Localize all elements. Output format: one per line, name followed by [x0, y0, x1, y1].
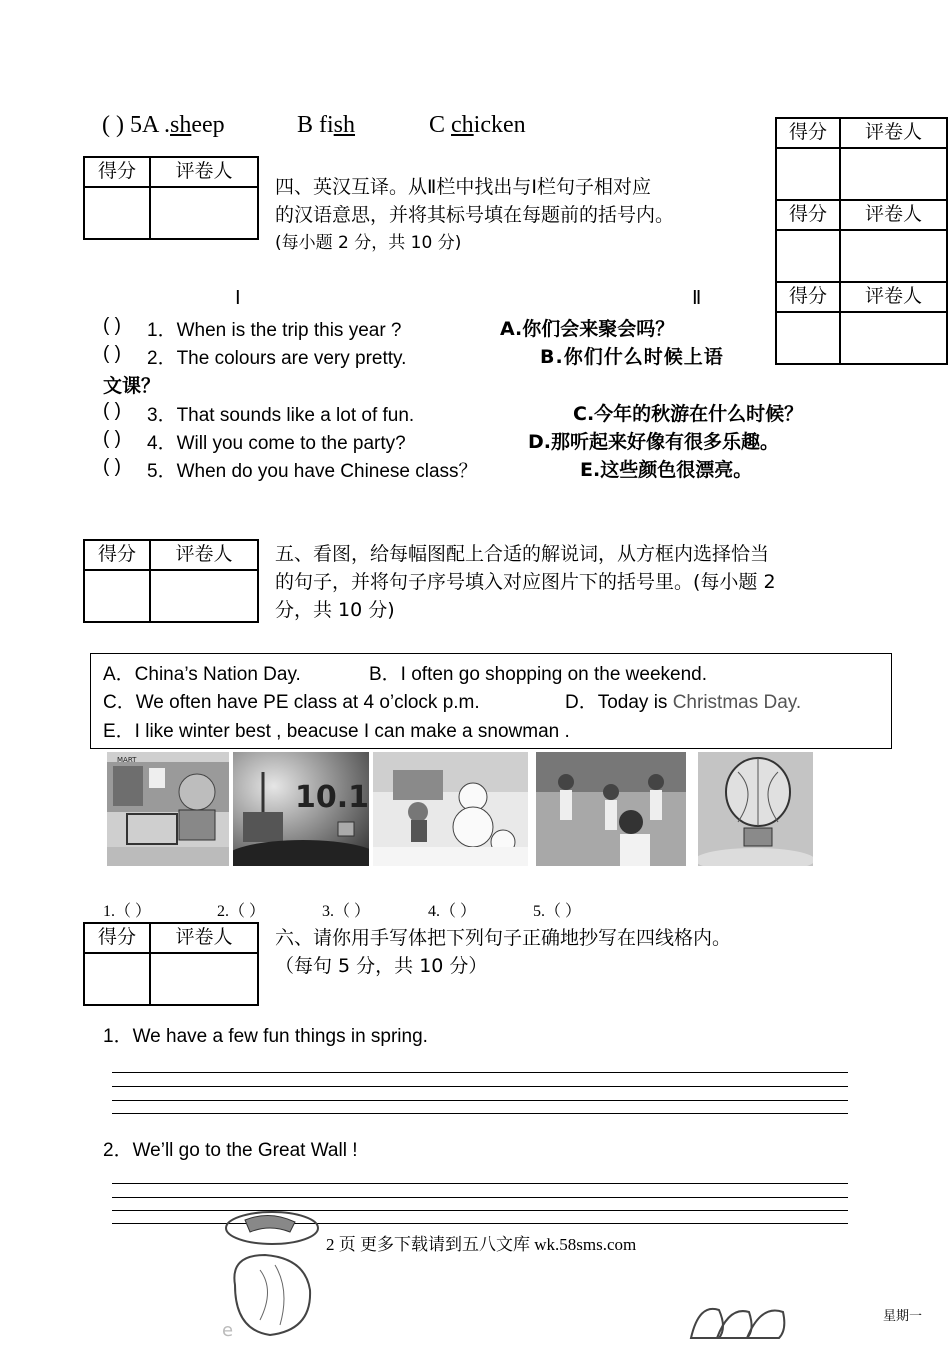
four-line-grid-1-line-4 — [112, 1113, 848, 1114]
s4-item-1-paren: ( ) — [103, 315, 121, 336]
column-one-label: Ⅰ — [235, 288, 241, 309]
q5-row — [102, 112, 225, 139]
picture-answer-1: 1.（ ） — [103, 903, 152, 920]
score-box-section4: 得分 评卷人 — [83, 156, 259, 240]
mart-sign: MART — [117, 756, 137, 764]
s4-item-1-en: 1．When is the trip this year ? — [147, 320, 402, 341]
s4-item-5-paren: ( ) — [103, 456, 121, 477]
pe-class-picture — [536, 752, 686, 866]
picture-answer-5: 5.（ ） — [533, 903, 582, 920]
picture-answer-3: 3.（ ） — [322, 903, 371, 920]
option-e: E．I like winter best , beacuse I can make a snowman . — [103, 721, 570, 742]
page-footer: 2 页 更多下载请到五八文库 wk.58sms.com — [326, 1235, 637, 1254]
four-line-grid-2-line-2 — [112, 1197, 848, 1198]
s4-item-4-cn: D.那听起来好像有很多乐趣。 — [528, 431, 779, 453]
shopping-cart-picture — [107, 752, 229, 866]
date-text: 10.1 — [295, 780, 369, 815]
score-box-section6: 得分 评卷人 — [83, 922, 259, 1006]
s4-item-2-en: 2．The colours are very pretty. — [147, 348, 407, 369]
column-two-label: Ⅱ — [692, 288, 702, 309]
right-score-table: 得分 评卷人 得分 评卷人 得分 评卷人 — [775, 117, 948, 365]
christmas-balloon-picture — [698, 752, 813, 866]
four-line-grid-1-line-2 — [112, 1086, 848, 1087]
four-line-grid-1-line-3 — [112, 1100, 848, 1101]
snowman-picture — [373, 752, 528, 866]
picture-answer-4: 4.（ ） — [428, 903, 477, 920]
s4-item-5-cn: E.这些颜色很漂亮。 — [580, 459, 753, 481]
s4-item-4-paren: ( ) — [103, 428, 121, 449]
s4-item-5-en: 5．When do you have Chinese class？ — [147, 461, 478, 482]
answer-paren: ( ) — [102, 112, 124, 138]
score-box-section5: 得分 评卷人 — [83, 539, 259, 623]
svg-text:e: e — [222, 1320, 234, 1341]
four-line-grid-2-line-1 — [112, 1183, 848, 1184]
s4-item-2-cn-cont: 文课？ — [103, 375, 161, 397]
option-b: B．I often go shopping on the weekend. — [369, 664, 708, 685]
s4-item-3-paren: ( ) — [103, 400, 121, 421]
copy-sentence-1: 1．We have a few fun things in spring. — [103, 1026, 428, 1047]
weekday-label: 星期一 — [883, 1309, 923, 1324]
q5-option-c: C chicken — [429, 112, 526, 138]
section5-intro: 五、看图，给每幅图配上合适的解说词，从方框内选择恰当 的句子，并将句子序号填入对应图片下的括号里。(每小题 2 分，共 10 分) — [275, 543, 776, 621]
sentence-options-box — [90, 653, 892, 749]
section4-intro: 四、英汉互译。从Ⅱ栏中找出与Ⅰ栏句子相对应 的汉语意思，并将其标号填在每题前的括号内。 (每小题 2 分，共 10 分) — [275, 176, 675, 253]
option-a-prefix: 5A . — [129, 112, 170, 138]
option-d: D．Today is Christmas Day. — [565, 692, 802, 713]
section6-intro: 六、请你用手写体把下列句子正确地抄写在四线格内。 （每句 5 分，共 10 分） — [275, 927, 732, 977]
s4-item-4-en: 4．Will you come to the party? — [147, 433, 406, 454]
q5-option-b: B fish — [297, 112, 356, 138]
option-a: A．China’s Nation Day. — [103, 664, 301, 685]
food-sketch-icon — [220, 1210, 324, 1342]
option-c: C．We often have PE class at 4 o’clock p.m. — [103, 692, 480, 713]
s4-item-2-paren: ( ) — [103, 343, 121, 364]
copy-sentence-2: 2．We’ll go to the Great Wall ! — [103, 1140, 358, 1161]
option-a-rest: eep — [191, 112, 225, 138]
four-line-grid-1-line-1 — [112, 1072, 848, 1073]
picture-answer-2: 2.（ ） — [217, 903, 266, 920]
s4-item-2-cn: B.你们什么时候上语 — [540, 346, 724, 368]
dumplings-sketch-icon — [689, 1298, 789, 1342]
national-day-picture — [233, 752, 369, 866]
option-a-underline: sh — [170, 112, 192, 138]
s4-item-3-en: 3．That sounds like a lot of fun. — [147, 405, 415, 426]
s4-item-1-cn: A.你们会来聚会吗？ — [500, 318, 675, 340]
s4-item-3-cn: C.今年的秋游在什么时候？ — [573, 403, 804, 425]
